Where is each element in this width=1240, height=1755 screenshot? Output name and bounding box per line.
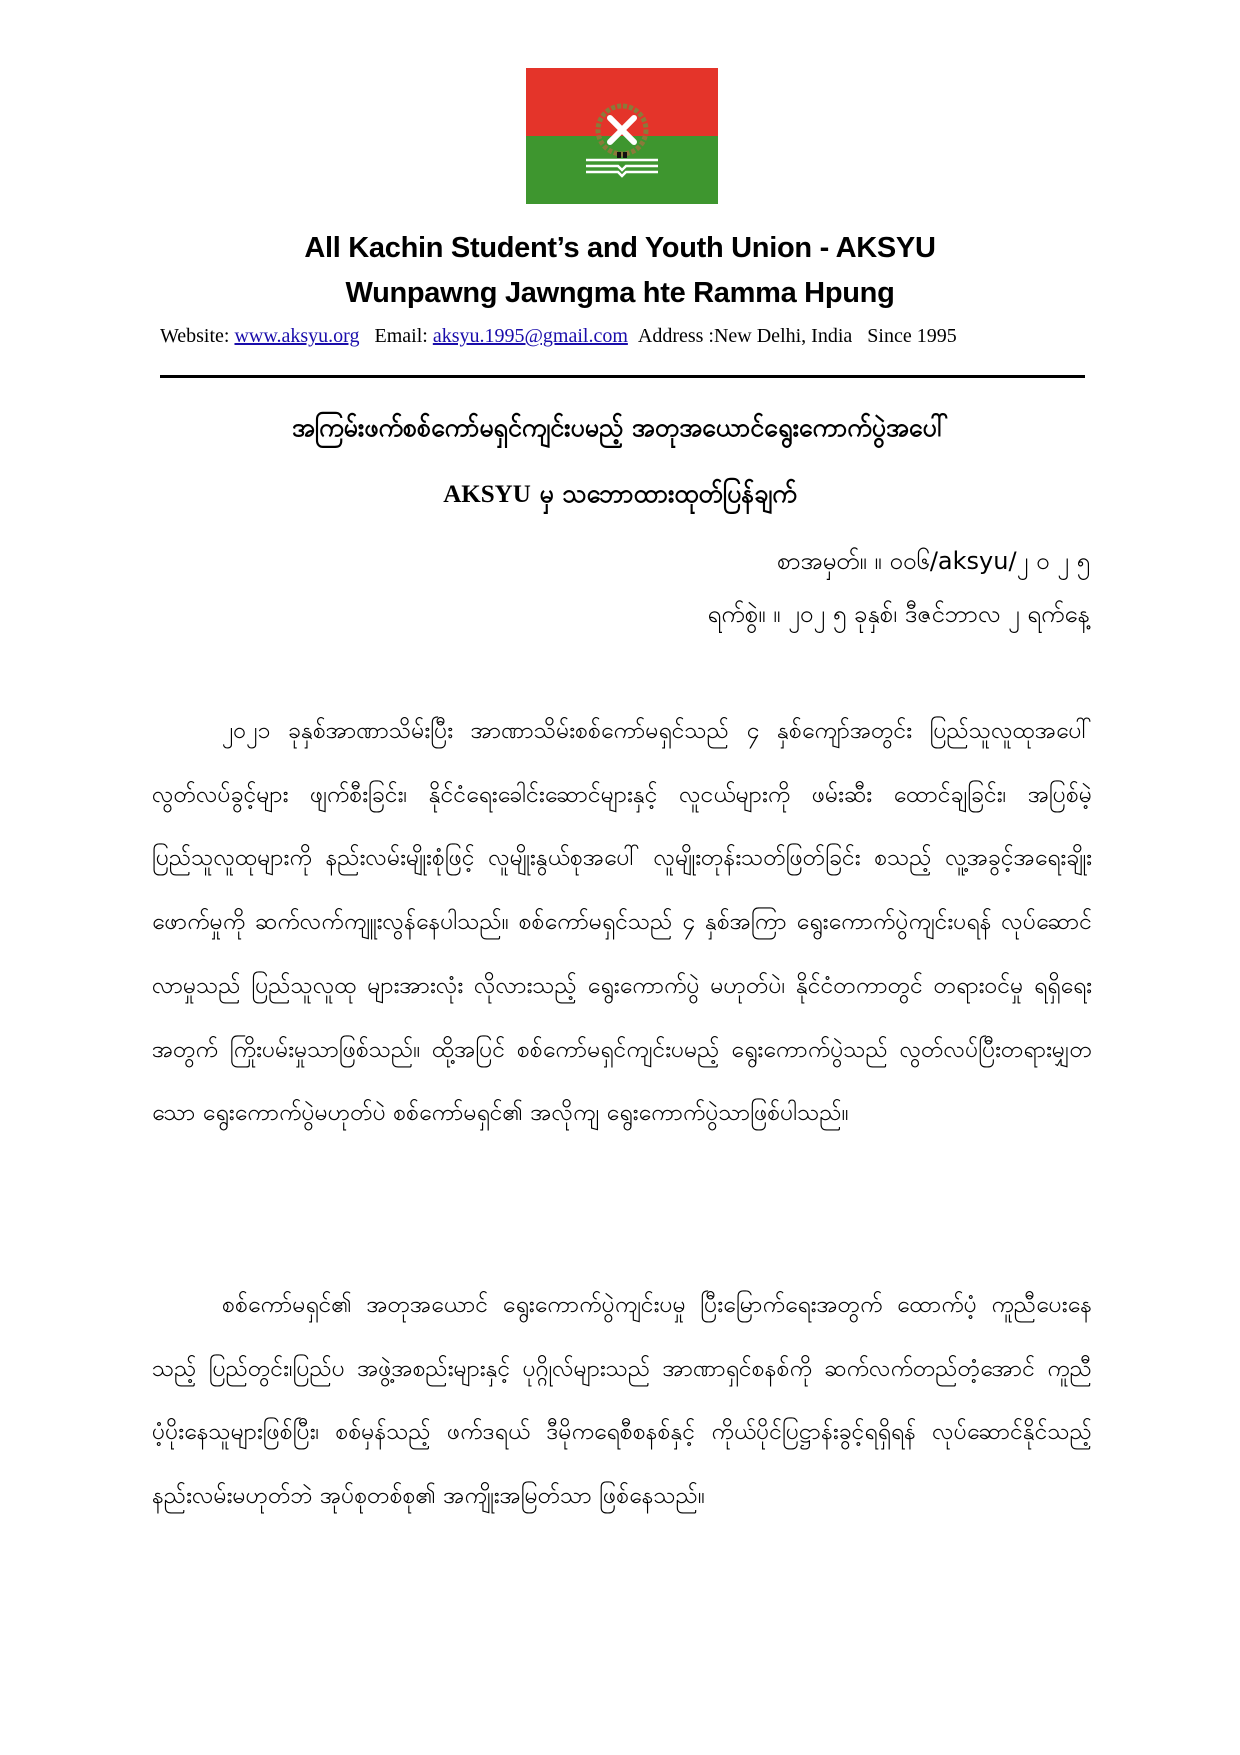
reference-number: စာအမှတ်။ ။ ၀၀၆/aksyu/၂ ၀ ၂ ၅	[777, 547, 1090, 575]
statement-date: ရက်စွဲ။ ။ ၂၀၂ ၅ ခုနှစ်၊ ဒီဇင်ဘာလ ၂ ရက်နေ့	[707, 600, 1090, 628]
aksyu-logo-flag	[526, 68, 718, 204]
statement-title: အကြမ်းဖက်စစ်ကော်မရှင်ကျင်းပမည့် အတုအယောင်ရွေးကောက်ပွဲအပေါ်	[291, 413, 949, 442]
header-divider	[160, 375, 1085, 378]
website-label: Website:	[160, 325, 230, 347]
website-link[interactable]: www.aksyu.org	[234, 325, 360, 347]
address: Address :New Delhi, India	[637, 325, 853, 347]
statement-org: AKSYU	[443, 481, 531, 508]
email-label: Email:	[374, 325, 428, 347]
body-paragraph-1: ၂၀၂၁ ခုနှစ်အာဏာသိမ်းပြီး အာဏာသိမ်းစစ်ကော်မရှင်သည် ၄ နှစ်ကျော်အတွင်း ပြည်သူလူထုအပေါ် လွတ်လပ်ခွင့်များ ဖျက်စီးခြင်း၊ နိုင်ငံရေးခေါင်းဆောင်များနှင့် လူငယ်များကို ဖမ်းဆီး ထောင်ချခြင်း၊ အပြစ်မဲ့ ပြည်သူလူထုများကို နည်းလမ်းမျိုးစုံဖြင့် လူမျိုးနွယ်စုအပေါ် လူမျိုးတုန်းသတ်ဖြတ်ခြင်း စသည့် လူ့အခွင့်အရေးချိုးဖောက်မှုကို ဆက်လက်ကျူးလွန်နေပါသည်။ စစ်ကော်မရှင်သည် ၄ နှစ်အကြာ ရွေးကောက်ပွဲကျင်းပရန် လုပ်ဆောင်လာမှုသည် ပြည်သူလူထု များအားလုံး လိုလားသည့် ရွေးကောက်ပွဲ မဟုတ်ပဲ၊ နိုင်ငံတကာတွင် တရားဝင်မှု ရရှိရေးအတွက် ကြိုးပမ်းမှုသာဖြစ်သည်။ ထို့အပြင် စစ်ကော်မရှင်ကျင်းပမည့် ရွေးကောက်ပွဲသည် လွတ်လပ်ပြီးတရားမျှတသော ရွေးကောက်ပွဲမဟုတ်ပဲ စစ်ကော်မရှင်၏ အလိုကျ ရွေးကောက်ပွဲသာဖြစ်ပါသည်။	[152, 718, 1092, 1127]
org-name-kachin: Wunpawng Jawngma hte Ramma Hpung	[345, 277, 895, 309]
body-paragraph-2: စစ်ကော်မရှင်၏ အတုအယောင် ရွေးကောက်ပွဲကျင်းပမှု ပြီးမြောက်ရေးအတွက် ထောက်ပံ့ ကူညီပေးနေသည့် ပြည်တွင်း၊ပြည်ပ အဖွဲ့အစည်းများနှင့် ပုဂ္ဂိုလ်များသည် အာဏာရှင်စနစ်ကို ဆက်လက်တည်တံ့အောင် ကူညီပံ့ပိုးနေသူများဖြစ်ပြီး၊ စစ်မှန်သည့် ဖက်ဒရယ် ဒီမိုကရေစီစနစ်နှင့် ကိုယ်ပိုင်ပြဋ္ဌာန်းခွင့်ရရှိရန် လုပ်ဆောင်နိုင်သည့် နည်းလမ်းမဟုတ်ဘဲ အုပ်စုတစ်စု၏ အကျိုးအမြတ်သာ ဖြစ်နေသည်။	[152, 1292, 1092, 1510]
statement-subtitle	[0, 478, 1240, 515]
org-name-english: All Kachin Student’s and Youth Union - AKSYU	[304, 232, 936, 264]
since-year: Since 1995	[867, 325, 957, 347]
contact-line	[160, 325, 1090, 348]
email-link[interactable]: aksyu.1995@gmail.com	[432, 325, 628, 347]
statement-subtitle-text: မှ သဘောထားထုတ်ပြန်ချက်	[539, 479, 797, 508]
